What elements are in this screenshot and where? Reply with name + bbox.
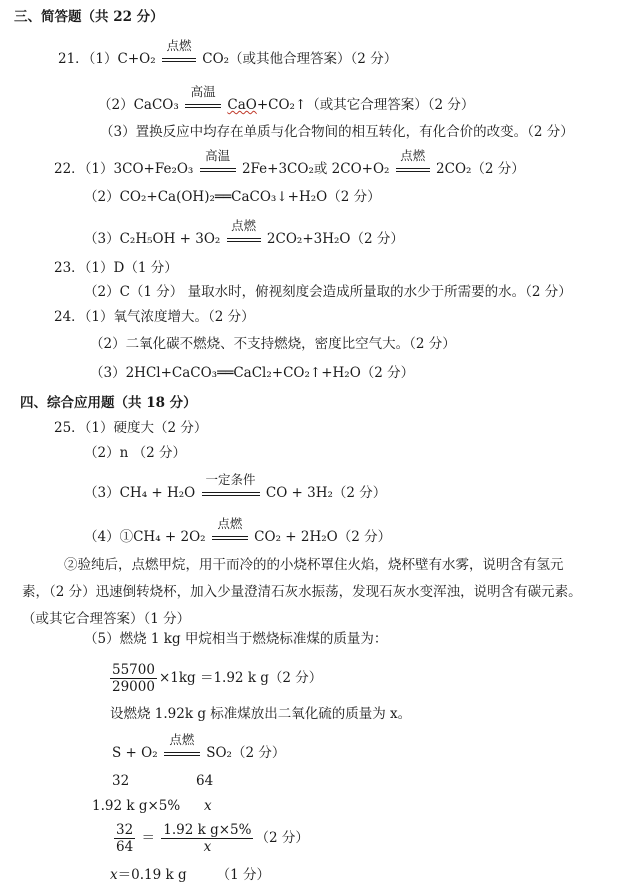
- reaction-arrow: [396, 148, 430, 178]
- reaction-condition: 点燃: [166, 38, 192, 53]
- q21-1-left: C+O₂: [117, 51, 156, 67]
- q21-part2: [98, 84, 475, 114]
- reaction-arrow: [164, 732, 200, 762]
- q22-1-label: 22．（1）: [54, 161, 114, 177]
- q25-part4b-line2: 素，（2 分）迅速倒转烧杯，加入少量澄清石灰水振荡，发现石灰水变浑浊，说明含有碳元素。: [22, 584, 582, 600]
- set-statement: 设燃烧 1.92k g 标准煤放出二氧化硫的质量为 x。: [110, 706, 412, 722]
- q21-2-label: （2）: [98, 97, 134, 113]
- q24-part3: （3）2HCl+CaCO₃══CaCl₂+CO₂↑+H₂O（2 分）: [90, 365, 415, 381]
- q23-part1: 23．（1）D（1 分）: [54, 260, 178, 276]
- unknown-mass: x: [204, 798, 212, 814]
- reaction-condition: 点燃: [217, 516, 243, 531]
- q25-part5: （5）燃烧 1 kg 甲烷相当于燃烧标准煤的质量为：: [84, 631, 388, 647]
- q25-3-right: CO + 3H₂（2 分）: [265, 485, 387, 501]
- fraction: $\frac{55700}{29000}$: [112, 662, 155, 695]
- reaction-condition: 高温: [205, 148, 231, 163]
- q22-part3: [84, 218, 404, 248]
- calc-coal-rest: ×1kg ＝1.92 k g（2 分）: [158, 670, 323, 686]
- sulfur-eq-right: SO₂（2 分）: [206, 745, 286, 761]
- molar-mass-s: 32: [112, 773, 130, 789]
- calc-coal-mass: [108, 662, 322, 695]
- reaction-arrow: [227, 218, 261, 248]
- section-3-title: 三、简答题（共 22 分）: [14, 9, 164, 25]
- reaction-arrow: [212, 516, 248, 546]
- fraction: $\frac{32}{64}$: [116, 822, 134, 855]
- final-answer: [110, 866, 270, 884]
- q25-4-left: ①CH₄ + 2O₂: [119, 529, 206, 545]
- q21-part1: [58, 38, 398, 68]
- q22-1-left: 3CO+Fe₂O₃: [113, 161, 194, 177]
- reaction-condition: 点燃: [231, 218, 257, 233]
- q25-part3: [84, 472, 387, 502]
- answer-variable: x: [110, 867, 118, 883]
- q21-2-right: +CO₂↑（或其它合理答案）（2 分）: [256, 97, 475, 113]
- q22-part1: [54, 148, 525, 178]
- answer-score: （1 分）: [216, 867, 270, 883]
- q25-part4b-line1: ②验纯后，点燃甲烷，用干而冷的的小烧杯罩住火焰，烧杯壁有水雾，说明含有氢元: [64, 557, 564, 573]
- q22-1-mid: 2Fe+3CO₂或 2CO+O₂: [241, 161, 390, 177]
- reaction-condition: 点燃: [169, 732, 195, 747]
- ratio-equals: ＝: [141, 830, 155, 846]
- q23-part2: （2）C（1 分） 量取水时，俯视刻度会造成所量取的水少于所需要的水。（2 分）: [84, 284, 572, 300]
- section-4-title: 四、综合应用题（共 18 分）: [20, 395, 197, 411]
- q22-3-left: C₂H₅OH + 3O₂: [119, 231, 221, 247]
- q25-4-label: （4）: [84, 529, 120, 545]
- answer-value: ＝0.19 k g: [117, 867, 187, 883]
- reaction-arrow: [200, 148, 236, 178]
- ratio-score: （2 分）: [255, 830, 309, 846]
- q25-part4: [84, 516, 392, 546]
- q21-2-left: CaCO₃: [133, 97, 179, 113]
- q24-part2: （2）二氧化碳不燃烧、不支持燃烧，密度比空气大。（2 分）: [90, 336, 456, 352]
- sulfur-equation: [112, 732, 286, 762]
- q22-1-right: 2CO₂（2 分）: [436, 161, 525, 177]
- ratio-equation: [112, 822, 309, 855]
- molar-mass-so2: 64: [196, 773, 214, 789]
- q21-part3: （3）置换反应中均存在单质与化合物间的相互转化，有化合价的改变。（2 分）: [100, 124, 574, 140]
- reaction-condition: 一定条件: [205, 472, 256, 487]
- reaction-arrow: [202, 472, 260, 502]
- q21-1-right: CO₂（或其他合理答案）（2 分）: [202, 51, 398, 67]
- q22-3-label: （3）: [84, 231, 120, 247]
- q22-part2: （2）CO₂+Ca(OH)₂══CaCO₃↓+H₂O（2 分）: [84, 189, 381, 205]
- q25-3-left: CH₄ + H₂O: [119, 485, 196, 501]
- q25-part2: （2）n （2 分）: [84, 445, 186, 461]
- q25-3-label: （3）: [84, 485, 120, 501]
- fraction: $\frac{\text{1.92 k g×5\%}}{x}$: [163, 822, 252, 855]
- known-mass: 1.92 k g×5%: [92, 798, 181, 814]
- q21-1-label: 21．（1）: [58, 51, 118, 67]
- q22-3-right: 2CO₂+3H₂O（2 分）: [266, 231, 404, 247]
- q24-part1: 24．（1）氧气浓度增大。（2 分）: [54, 309, 255, 325]
- reaction-condition: 高温: [190, 84, 216, 99]
- q21-2-product-cao: CaO: [227, 97, 257, 113]
- q25-4-right: CO₂ + 2H₂O（2 分）: [254, 529, 392, 545]
- sulfur-eq-left: S + O₂: [112, 745, 158, 761]
- reaction-arrow: [185, 84, 221, 114]
- reaction-arrow: [162, 38, 196, 68]
- q25-part1: 25．（1）硬度大（2 分）: [54, 420, 208, 436]
- reaction-condition: 点燃: [400, 148, 426, 163]
- q25-part4b-line3: （或其它合理答案）（1 分）: [22, 611, 191, 627]
